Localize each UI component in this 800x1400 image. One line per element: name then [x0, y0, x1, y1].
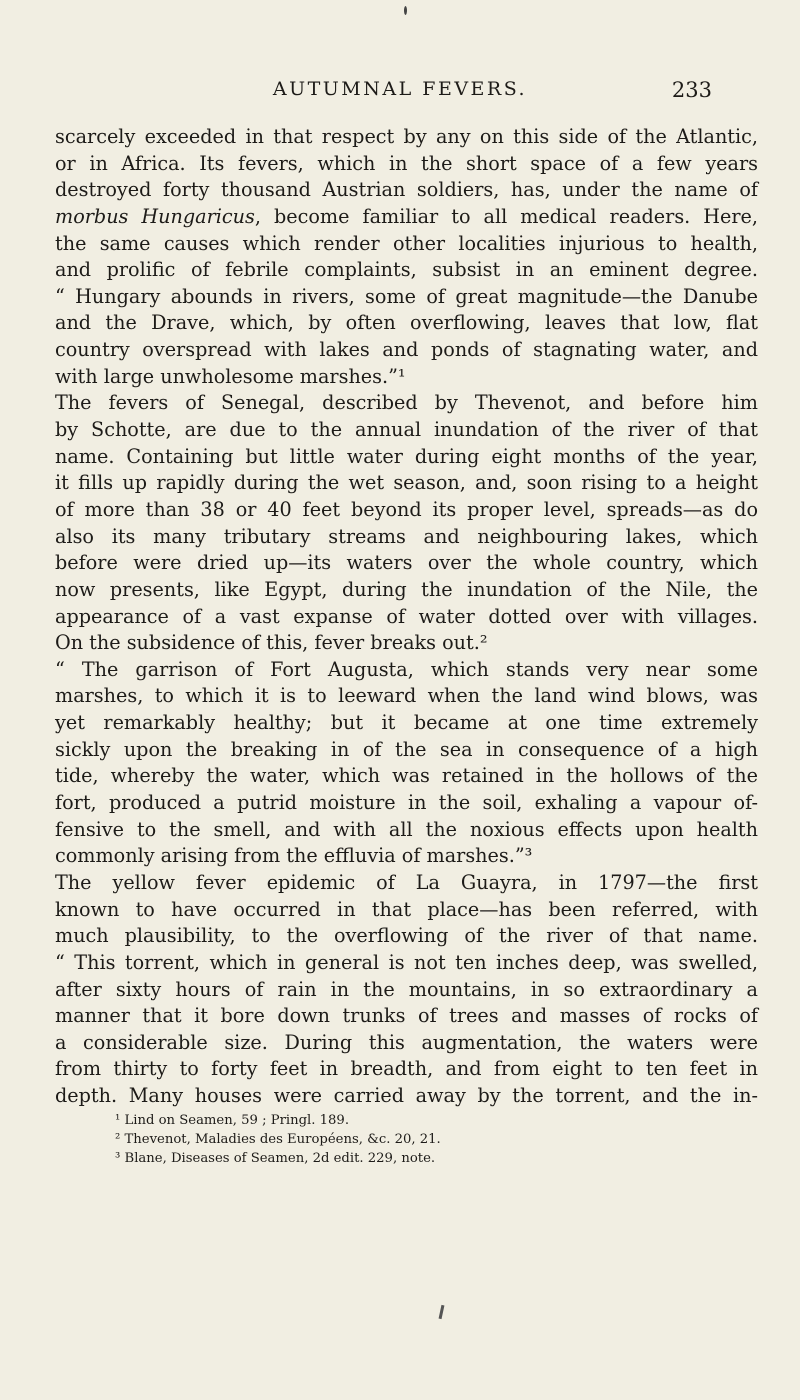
text-line: fort, produced a putrid moisture in the soil, exhaling a vapour of-	[55, 791, 758, 815]
text-line: country overspread with lakes and ponds of stagnating water, and	[55, 338, 758, 362]
footnote-mark: ²	[115, 1132, 121, 1147]
text-line: “ This torrent, which in general is not ten inches deep, was swelled,	[55, 950, 758, 974]
text-line: appearance of a vast expanse of water dotted over with villages.	[55, 604, 758, 628]
text-line: yet remarkably healthy; but it became at one time extremely	[55, 711, 758, 735]
running-title: AUTUMNAL FEVERS.	[272, 78, 528, 100]
text-line: of more than 38 or 40 feet beyond its proper level, spreads—as do	[55, 497, 758, 521]
text-line: or in Africa. Its fevers, which in the short space of a few years	[55, 151, 758, 175]
text-line: now presents, like Egypt, during the inundation of the Nile, the	[55, 577, 758, 601]
text-line: it fills up rapidly during the wet season, and, soon rising to a height	[55, 471, 758, 495]
text-line: before were dried up—its waters over the whole country, which	[55, 551, 758, 575]
text-line: tide, whereby the water, which was retained in the hollows of the	[55, 764, 758, 788]
footnote-2	[115, 1131, 441, 1149]
text-line: On the subsidence of this, fever breaks out.²	[55, 631, 488, 655]
footnote-mark: ³	[115, 1151, 121, 1166]
text-line: from thirty to forty feet in breadth, and from eight to ten feet in	[55, 1057, 758, 1081]
footnote-mark: ¹	[115, 1113, 121, 1128]
footnote-3	[115, 1150, 435, 1168]
text-line: “ The garrison of Fort Augusta, which stands very near some	[55, 657, 758, 681]
body-text	[55, 124, 758, 1110]
text-line: marshes, to which it is to leeward when the land wind blows, was	[55, 684, 758, 708]
text-line: after sixty hours of rain in the mountains, in so extraordinary a	[55, 977, 758, 1001]
text-line: depth. Many houses were carried away by the torrent, and the in-	[55, 1084, 758, 1108]
text-line: commonly arising from the effluvia of marshes.”³	[55, 844, 533, 868]
text-line: fensive to the smell, and with all the noxious effects upon health	[55, 817, 758, 841]
paper-speck	[404, 6, 407, 15]
text-line: and prolific of febrile complaints, subsist in an eminent degree.	[55, 258, 758, 282]
text-line: scarcely exceeded in that respect by any on this side of the Atlantic,	[55, 125, 758, 148]
footnote-text: Thevenot, Maladies des Européens, &c. 20, 21.	[124, 1132, 441, 1147]
text-line: The fevers of Senegal, described by Thevenot, and before him	[55, 391, 758, 415]
text-line: destroyed forty thousand Austrian soldiers, has, under the name of	[55, 178, 758, 202]
text-line: known to have occurred in that place—has been referred, with	[55, 897, 758, 921]
text-line: with large unwholesome marshes.”¹	[55, 364, 406, 388]
page-number: 233	[671, 78, 712, 102]
text-line: sickly upon the breaking in of the sea in consequence of a high	[55, 737, 758, 761]
text-line: the same causes which render other localities injurious to health,	[55, 231, 758, 255]
text-line: morbus Hungaricus, become familiar to all medical readers. Here,	[55, 204, 758, 228]
text-line: The yellow fever epidemic of La Guayra, in 1797—the first	[55, 870, 758, 894]
text-line: also its many tributary streams and neighbouring lakes, which	[55, 524, 758, 548]
latin-term: morbus Hungaricus	[55, 204, 255, 228]
footnote-1	[115, 1112, 349, 1130]
text-line: by Schotte, are due to the annual inundation of the river of that	[55, 418, 758, 442]
text-line: and the Drave, which, by often overflowing, leaves that low, flat	[55, 311, 758, 335]
footnote-text: Blane, Diseases of Seamen, 2d edit. 229, note.	[124, 1151, 436, 1166]
text-line: manner that it bore down trunks of trees and masses of rocks of	[55, 1004, 758, 1028]
text-line: “ Hungary abounds in rivers, some of great magnitude—the Danube	[55, 284, 758, 308]
text-line: a considerable size. During this augmentation, the waters were	[55, 1030, 758, 1054]
page-header	[0, 78, 800, 108]
text-line: name. Containing but little water during eight months of the year,	[55, 444, 758, 468]
footnote-text: Lind on Seamen, 59 ; Pringl. 189.	[124, 1113, 350, 1128]
paper-speck	[439, 1305, 445, 1319]
text-line: much plausibility, to the overflowing of the river of that name.	[55, 924, 758, 948]
